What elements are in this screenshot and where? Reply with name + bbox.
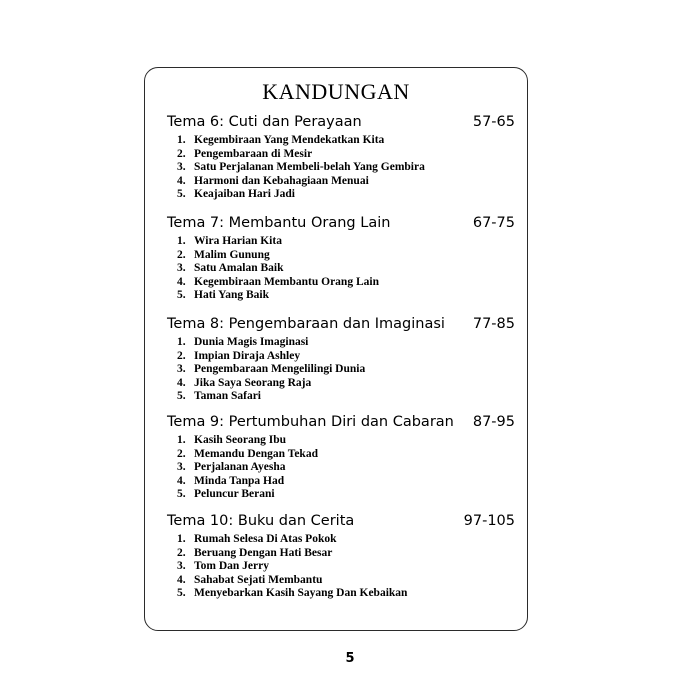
theme-header (167, 412, 515, 432)
story-number: 5. (177, 289, 186, 301)
story-item (167, 148, 515, 162)
story-item (167, 448, 515, 462)
theme-section-7 (167, 213, 515, 303)
story-item (167, 560, 515, 574)
theme-title: Tema 8: Pengembaraan dan Imaginasi (167, 316, 445, 332)
story-title: Rumah Selesa Di Atas Pokok (194, 533, 337, 545)
theme-section-10 (167, 511, 515, 601)
story-number: 1. (177, 336, 186, 348)
story-number: 3. (177, 262, 186, 274)
story-title: Harmoni dan Kebahagiaan Menuai (194, 174, 369, 187)
story-title: Satu Perjalanan Membeli-belah Yang Gembira (194, 161, 425, 173)
story-item (167, 547, 515, 561)
story-number: 1. (177, 533, 186, 545)
story-title: Keajaiban Hari Jadi (194, 188, 295, 200)
story-title: Satu Amalan Baik (194, 262, 284, 274)
page-number: 5 (345, 651, 355, 666)
story-item (167, 574, 515, 588)
story-item (167, 461, 515, 475)
story-number: 2. (177, 147, 186, 160)
story-list (167, 336, 515, 404)
story-number: 4. (177, 376, 186, 389)
theme-header (167, 314, 515, 334)
story-item (167, 262, 515, 276)
story-number: 2. (177, 447, 186, 460)
story-item (167, 289, 515, 303)
story-title: Minda Tanpa Had (194, 474, 285, 487)
story-item (167, 475, 515, 489)
story-title: Dunia Magis Imaginasi (194, 336, 309, 348)
story-item (167, 235, 515, 249)
story-item (167, 175, 515, 189)
story-title: Sahabat Sejati Membantu (194, 573, 323, 586)
story-list (167, 235, 515, 303)
story-item (167, 363, 515, 377)
story-number: 5. (177, 488, 186, 500)
story-item (167, 336, 515, 350)
theme-title: Tema 6: Cuti dan Perayaan (167, 114, 362, 130)
story-item (167, 587, 515, 601)
story-title: Impian Diraja Ashley (194, 349, 301, 362)
story-item (167, 377, 515, 391)
theme-page-range: 67-75 (472, 215, 515, 231)
story-item (167, 276, 515, 290)
theme-page-range: 87-95 (472, 414, 515, 430)
story-number: 1. (177, 235, 186, 247)
story-number: 1. (177, 434, 186, 446)
theme-section-8 (167, 314, 515, 404)
story-number: 2. (177, 349, 186, 362)
theme-section-9 (167, 412, 515, 502)
story-list (167, 434, 515, 502)
story-number: 5. (177, 390, 186, 402)
story-title: Peluncur Berani (194, 488, 275, 500)
story-title: Kegembiraan Membantu Orang Lain (194, 275, 379, 288)
story-number: 3. (177, 560, 186, 572)
story-number: 3. (177, 461, 186, 473)
story-number: 4. (177, 275, 186, 288)
story-title: Pengembaraan Mengelilingi Dunia (194, 363, 366, 375)
story-item (167, 161, 515, 175)
story-title: Menyebarkan Kasih Sayang Dan Kebaikan (194, 587, 408, 599)
theme-section-6 (167, 112, 515, 202)
theme-header (167, 213, 515, 233)
story-title: Taman Safari (194, 390, 261, 402)
story-title: Wira Harian Kita (194, 235, 282, 247)
theme-page-range: 97-105 (463, 513, 515, 529)
story-title: Jika Saya Seorang Raja (194, 376, 312, 389)
theme-header (167, 112, 515, 132)
story-list (167, 533, 515, 601)
story-title: Memandu Dengan Tekad (194, 447, 318, 460)
theme-header (167, 511, 515, 531)
theme-title: Tema 7: Membantu Orang Lain (167, 215, 391, 231)
story-item (167, 350, 515, 364)
story-number: 4. (177, 174, 186, 187)
story-title: Perjalanan Ayesha (194, 461, 286, 473)
theme-page-range: 77-85 (472, 316, 515, 332)
story-item (167, 188, 515, 202)
story-number: 2. (177, 248, 186, 261)
theme-page-range: 57-65 (472, 114, 515, 130)
story-number: 4. (177, 474, 186, 487)
story-number: 4. (177, 573, 186, 586)
story-title: Hati Yang Baik (194, 289, 269, 301)
story-title: Pengembaraan di Mesir (194, 147, 313, 160)
story-item (167, 390, 515, 404)
theme-title: Tema 9: Pertumbuhan Diri dan Cabaran (167, 414, 454, 430)
story-title: Kasih Seorang Ibu (194, 434, 287, 446)
story-number: 3. (177, 161, 186, 173)
story-item (167, 134, 515, 148)
story-item (167, 249, 515, 263)
story-number: 3. (177, 363, 186, 375)
story-number: 5. (177, 587, 186, 599)
story-number: 2. (177, 546, 186, 559)
story-title: Kegembiraan Yang Mendekatkan Kita (194, 134, 385, 146)
theme-title: Tema 10: Buku dan Cerita (167, 513, 355, 529)
story-list (167, 134, 515, 202)
contents-title: KANDUNGAN (262, 79, 410, 104)
story-title: Tom Dan Jerry (194, 560, 269, 572)
story-item (167, 533, 515, 547)
story-title: Malim Gunung (194, 248, 270, 261)
story-number: 5. (177, 188, 186, 200)
story-title: Beruang Dengan Hati Besar (194, 546, 333, 559)
story-item (167, 434, 515, 448)
story-item (167, 488, 515, 502)
story-number: 1. (177, 134, 186, 146)
